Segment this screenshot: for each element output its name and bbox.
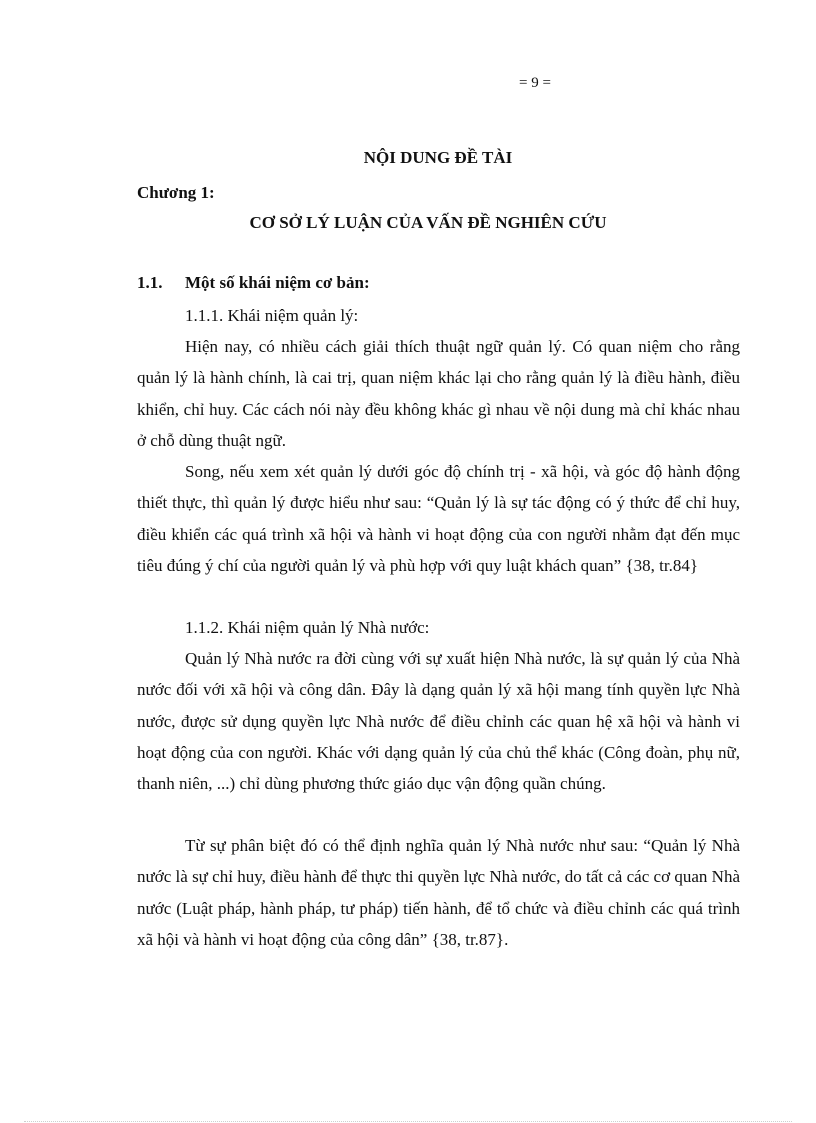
section-number: 1.1. [137,273,163,292]
section-heading [137,273,370,293]
page-bottom-divider [24,1121,792,1122]
paragraph-quan-ly-nha-nuoc-2: Từ sự phân biệt đó có thể định nghĩa quản lý Nhà nước như sau: “Quản lý Nhà nước là sự chỉ huy, điều hành để thực thi quyền lực Nhà nước, do tất cả các cơ quan Nhà nước (Luật pháp, hành pháp, tư pháp) tiến hành, để tổ chức và điều chỉnh các quá trình xã hội và hành vi hoạt động của công dân” {38, tr.87}. [137,836,740,949]
chapter-label: Chương 1: [137,183,215,202]
paragraph-quan-ly-2: Song, nếu xem xét quản lý dưới góc độ chính trị - xã hội, và góc độ hành động thiết thực, thì quản lý được hiểu như sau: “Quản lý là sự tác động có ý thức để chỉ huy, điều khiển các quá trình xã hội và hành vi hoạt động của con người nhằm đạt đến mục tiêu đúng ý chí của người quản lý và phù hợp với quy luật khách quan” {38, tr.84} [137,462,740,575]
subsection-heading-1-1-2: 1.1.2. Khái niệm quản lý Nhà nước: [185,618,430,637]
paragraph-quan-ly-nha-nuoc-1: Quản lý Nhà nước ra đời cùng với sự xuất hiện Nhà nước, là sự quản lý của Nhà nước đối với xã hội và công dân. Đây là dạng quản lý xã hội mang tính quyền lực Nhà nước, được sử dụng quyền lực Nhà nước để điều chỉnh các quan hệ xã hội và hành vi hoạt động của con người. Khác với dạng quản lý của chủ thể khác (Công đoàn, phụ nữ, thanh niên, ...) chỉ dùng phương thức giáo dục vận động quần chúng. [137,649,740,794]
subsection-heading-1-1-1: 1.1.1. Khái niệm quản lý: [185,306,359,325]
document-title: NỘI DUNG ĐỀ TÀI [363,148,513,167]
chapter-title: CƠ SỞ LÝ LUẬN CỦA VẤN ĐỀ NGHIÊN CỨU [249,213,607,232]
section-title: Một số khái niệm cơ bản: [185,273,370,292]
page-number: = 9 = [519,75,551,91]
paragraph-quan-ly-1: Hiện nay, có nhiều cách giải thích thuật ngữ quản lý. Có quan niệm cho rằng quản lý là hành chính, là cai trị, quan niệm khác lại cho rằng quản lý là điều hành, điều khiển, chỉ huy. Các cách nói này đều không khác gì nhau về nội dung mà chỉ khác nhau ở chỗ dùng thuật ngữ. [137,337,740,450]
